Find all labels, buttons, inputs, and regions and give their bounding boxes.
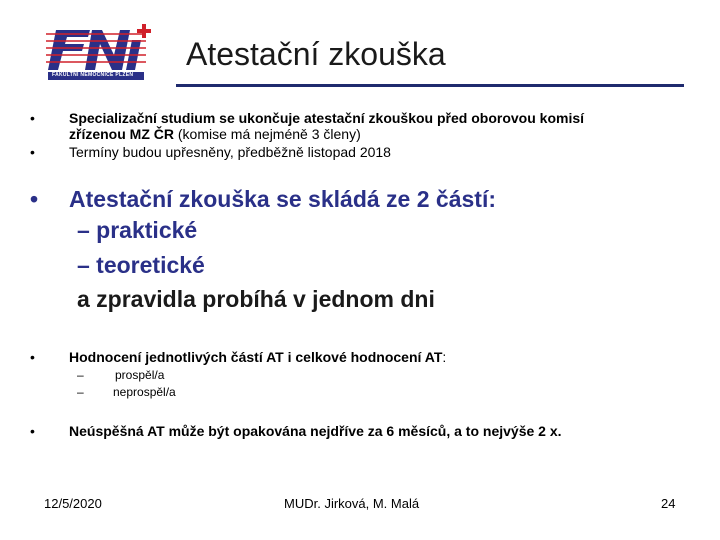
bullet-specializacni-text: Specializační studium se ukončuje atestační zkouškou před oborovou komisí <box>69 110 585 126</box>
bullet-icon: • <box>30 349 35 365</box>
main-sub-prakticke: – praktické <box>77 217 198 243</box>
bullet-icon: • <box>30 144 35 160</box>
title-underline <box>176 84 684 87</box>
evaluation-option-prospel: prospěl/a <box>115 368 165 382</box>
bullet-specializacni <box>69 110 699 142</box>
logo-caption: FAKULTNÍ NEMOCNICE PLZEŇ <box>52 72 134 78</box>
main-bullet-text: Atestační zkouška se skládá ze 2 částí: <box>69 186 496 212</box>
bullet-specializacni-mz: zřízenou MZ ČR <box>69 126 174 142</box>
bullet-icon: • <box>30 423 35 439</box>
evaluation-option-dash: – <box>77 385 84 399</box>
main-tail-text: a zpravidla probíhá v jednom dni <box>77 286 435 312</box>
hospital-logo <box>46 22 158 82</box>
evaluation-option-dash: – <box>77 368 84 382</box>
retake-text: Neúspěšná AT může být opakována nejdříve za 6 měsíců, a to nejvýše 2 x. <box>69 423 562 439</box>
bullet-specializacni-komise: (komise má nejméně 3 členy) <box>174 126 361 142</box>
footer-date: 12/5/2020 <box>44 496 102 511</box>
evaluation-text <box>69 349 446 365</box>
bullet-icon: • <box>30 186 39 212</box>
evaluation-label: Hodnocení jednotlivých částí AT i celkové hodnocení AT <box>69 349 443 365</box>
footer-page-number: 24 <box>661 496 676 511</box>
main-sub-teoreticke: – teoretické <box>77 252 205 278</box>
slide-title: Atestační zkouška <box>186 36 446 72</box>
evaluation-option-neprospel: neprospěl/a <box>113 385 176 399</box>
bullet-icon: • <box>30 110 35 126</box>
footer-authors: MUDr. Jirková, M. Malá <box>284 496 420 511</box>
evaluation-colon: : <box>442 349 447 365</box>
bullet-terminy: Termíny budou upřesněny, předběžně listopad 2018 <box>69 144 391 160</box>
